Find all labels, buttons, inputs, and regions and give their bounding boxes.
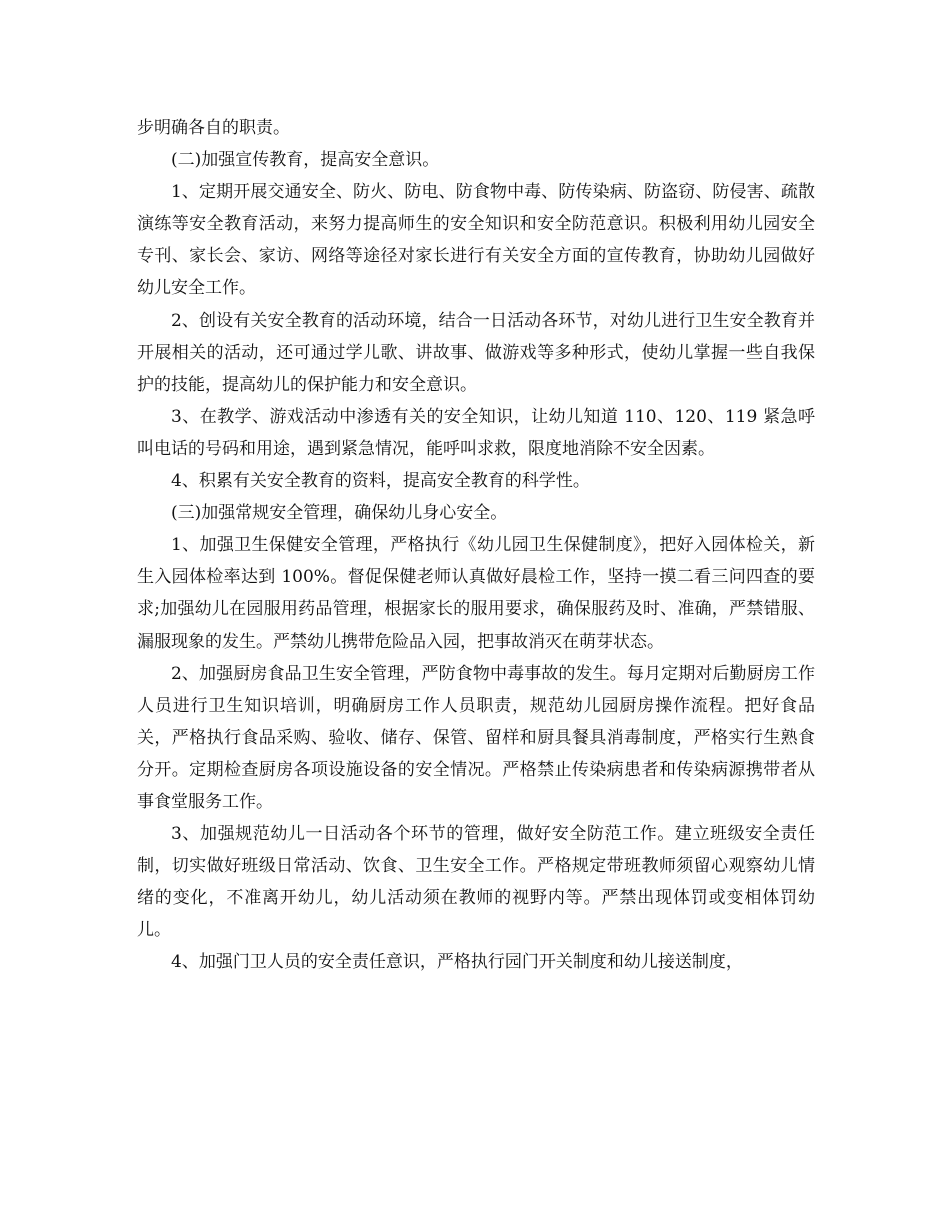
paragraph-item-2-2: 2、创设有关安全教育的活动环境，结合一日活动各环节，对幼儿进行卫生安全教育并开展相关的活动，还可通过学儿歌、讲故事、做游戏等多种形式，使幼儿掌握一些自我保护的技能，提高幼儿的保护能力和安全意识。 [137, 310, 815, 395]
paragraph-item-3-4: 4、加强门卫人员的安全责任意识，严格执行园门开关制度和幼儿接送制度， [171, 952, 743, 973]
document-page [137, 112, 815, 979]
paragraph-item-3-2: 2、加强厨房食品卫生安全管理，严防食物中毒事故的发生。每月定期对后勤厨房工作人员进行卫生知识培训，明确厨房工作人员职责，规范幼儿园厨房操作流程。把好食品关，严格执行食品采购、验收、储存、保管、留样和厨具餐具消毒制度，严格实行生熟食分开。定期检查厨房各项设施设备的安全情况。严格禁止传染病患者和传染病源携带者从事食堂服务工作。 [137, 663, 815, 812]
paragraph-item-3-1: 1、加强卫生保健安全管理，严格执行《幼儿园卫生保健制度》，把好入园体检关，新生入园体检率达到 100%。督促保健老师认真做好晨检工作，坚持一摸二看三问四查的要求;加强幼儿在园服用药品管理，根据家长的服用要求，确保服药及时、准确，严禁错服、漏服现象的发生。严禁幼儿携带危险品入园，把事故消灭在萌芽状态。 [137, 535, 815, 652]
paragraph-item-3-3: 3、加强规范幼儿一日活动各个环节的管理，做好安全防范工作。建立班级安全责任制，切实做好班级日常活动、饮食、卫生安全工作。严格规定带班教师须留心观察幼儿情绪的变化，不准离开幼儿，幼儿活动须在教师的视野内等。严禁出现体罚或变相体罚幼儿。 [137, 824, 815, 941]
section-heading-3: (三)加强常规安全管理，确保幼儿身心安全。 [171, 503, 508, 524]
paragraph-item-2-3: 3、在教学、游戏活动中渗透有关的安全知识，让幼儿知道 110、120、119 紧急呼叫电话的号码和用途，遇到紧急情况，能呼叫求救，限度地消除不安全因素。 [137, 406, 815, 459]
paragraph-item-2-4: 4、积累有关安全教育的资料，提高安全教育的科学性。 [171, 471, 590, 492]
section-heading-2: (二)加强宣传教育，提高安全意识。 [171, 150, 440, 171]
paragraph-continuation: 步明确各自的职责。 [137, 118, 290, 138]
paragraph-item-2-1: 1、定期开展交通安全、防火、防电、防食物中毒、防传染病、防盗窃、防侵害、疏散演练等安全教育活动，来努力提高师生的安全知识和安全防范意识。积极利用幼儿园安全专刊、家长会、家访、网络等途径对家长进行有关安全方面的宣传教育，协助幼儿园做好幼儿安全工作。 [137, 182, 815, 299]
